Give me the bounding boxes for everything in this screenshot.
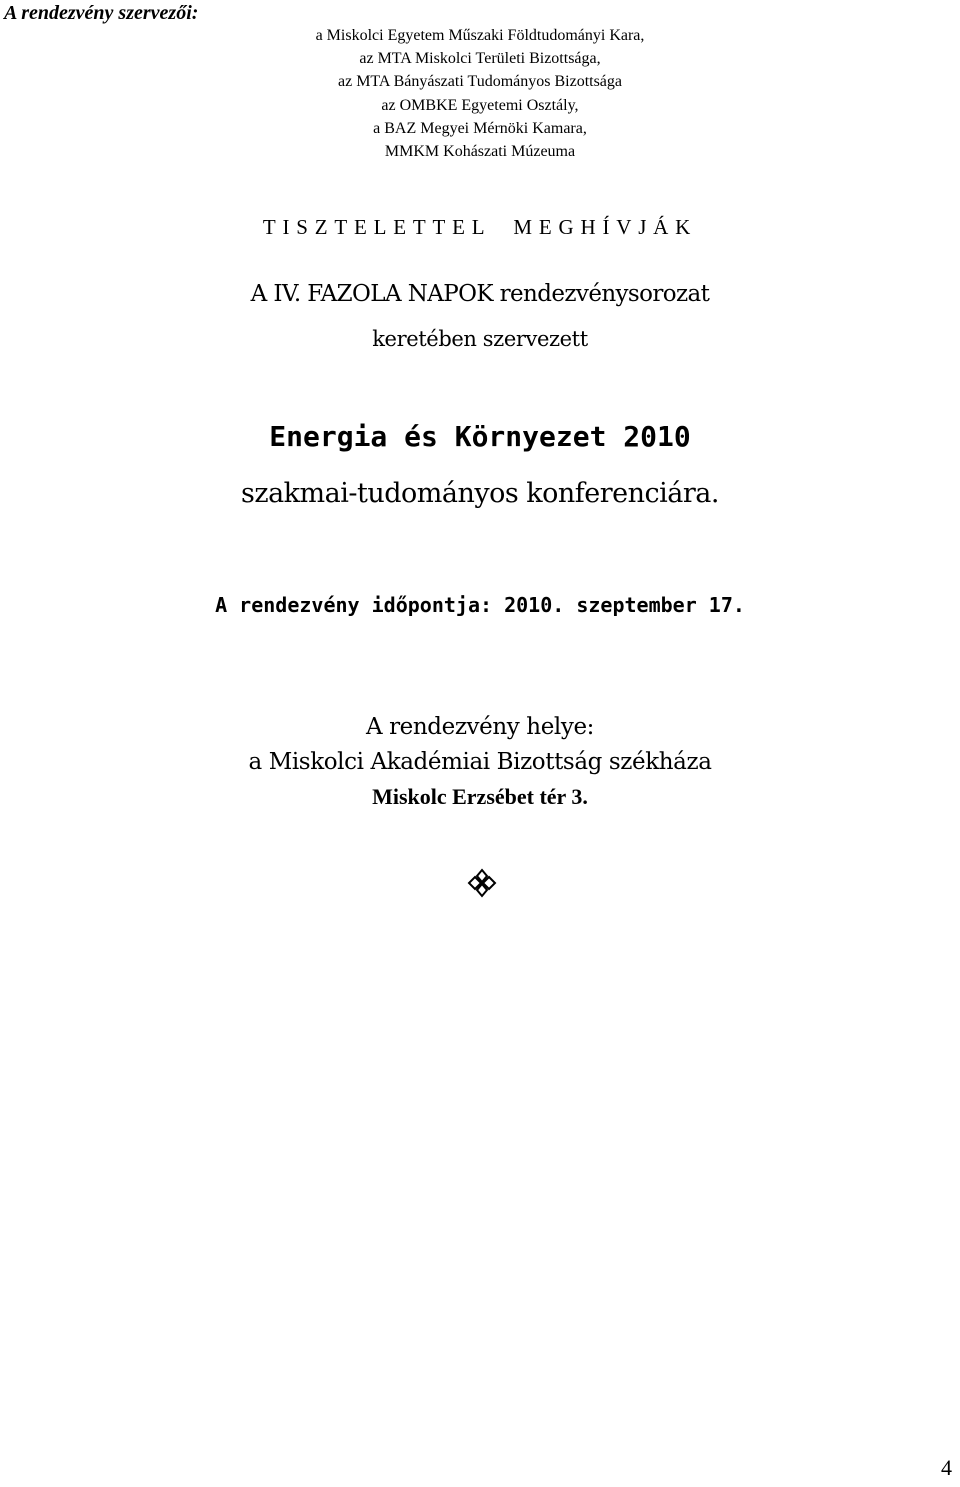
organizer-item: MMKM Kohászati Múzeuma [384, 143, 576, 161]
event-series: A IV. FAZOLA NAPOK rendezvénysorozat [250, 281, 710, 307]
venue-label: A rendezvény helye: [365, 714, 595, 740]
invitation-line [0, 212, 960, 242]
page-number: 4 [941, 1455, 952, 1480]
four-diamond-ornament-icon [467, 868, 497, 898]
invitation-word-1: TISZTELETTEL [262, 215, 492, 239]
organizer-item: az MTA Bányászati Tudományos Bizottsága [337, 73, 623, 91]
invitation-word-2: MEGHÍVJÁK [513, 215, 698, 239]
conference-subtitle: szakmai-tudományos konferenciára. [240, 478, 719, 509]
organizers-list [280, 24, 680, 163]
organizer-item: a Miskolci Egyetem Műszaki Földtudományi Kara, [315, 27, 645, 44]
conference-title: Energia és Környezet 2010 [269, 420, 691, 453]
venue-address: Miskolc Erzsébet tér 3. [372, 784, 588, 809]
event-framework: keretében szervezett [372, 327, 588, 351]
organizer-item: az OMBKE Egyetemi Osztály, [381, 96, 579, 114]
organizers-heading: A rendezvény szervezői: [4, 2, 199, 24]
event-date: A rendezvény időpontja: 2010. szeptember 17. [215, 593, 745, 617]
organizer-item: a BAZ Megyei Mérnöki Kamara, [373, 119, 587, 137]
venue-name: a Miskolci Akadémiai Bizottság székháza [248, 749, 712, 775]
organizer-item: az MTA Miskolci Területi Bizottsága, [359, 50, 601, 68]
